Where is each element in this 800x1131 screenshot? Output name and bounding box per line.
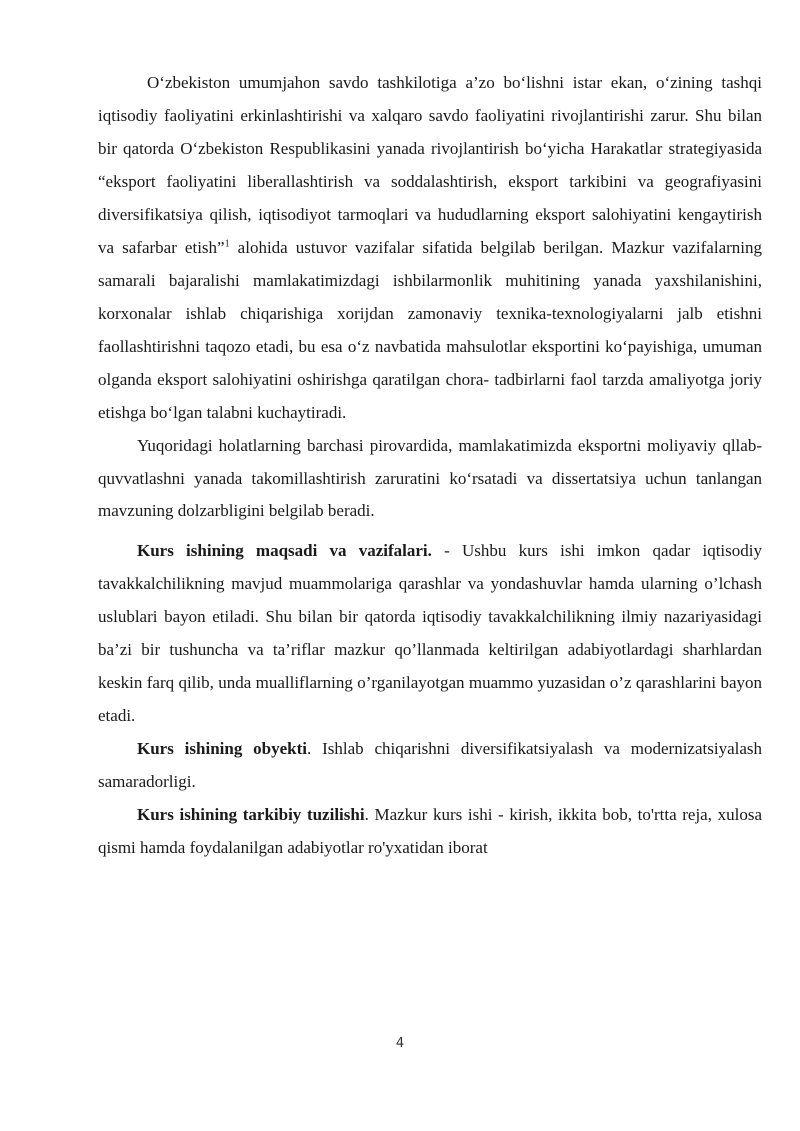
paragraph-intro-text: O‘zbekiston umumjahon savdo tashkilotiga a’zo bo‘lishni istar ekan, o‘zining tashqi iqtisodiy faoliyatini erkinlashtirishi va xalqaro savdo faoliyatini rivojlantirishi zarur. Shu bilan bir qatorda O‘zbekiston Respublikasini yanada rivojlantirish bo‘yicha Harakatlar strategiyasida “eksport faoliyatini liberallashtirish va soddalashtirish, eksport tarkibini va geografiyasini diversifikatsiya qilish, iqtisodiyot tarmoqlari va hududlarning eksport salohiyatini kengaytirish va safarbar etish” [98, 73, 762, 257]
paragraph-structure [98, 798, 762, 864]
paragraph-goals [98, 534, 762, 732]
body-text [98, 66, 762, 864]
object-text: . Ishlab chiqarishni diversifikatsiyalash va modernizatsiyalash samaradorligi. [98, 738, 763, 791]
page-number: 4 [395, 1036, 405, 1051]
structure-text: . Mazkur kurs ishi - kirish, ikkita bob, to'rtta reja, xulosa qismi hamda foydalanilgan adabiyotlar ro'yxatidan iborat [98, 804, 762, 857]
paragraph-object [98, 732, 762, 798]
goals-text: - Ushbu kurs ishi imkon qadar iqtisodiy tavakkalchilikning mavjud muammolariga qarashlar va yondashuvlar hamda ularning o’lchash uslublari bayon etiladi. Shu bilan bir qatorda iqtisodiy tavakkalchilikning ilmiy nazariyasidagi ba’zi bir tushuncha va ta’riflar mazkur qo’llanmada keltirilgan adabiyotlardagi sharhlardan keskin farq qilib, unda mualliflarning o’rganilayotgan muammo yuzasidan o’z qarashlarini bayon etadi. [98, 540, 762, 725]
paragraph-intro-text-continued: alohida ustuvor vazifalar sifatida belgilab berilgan. Mazkur vazifalarning samarali bajaralishi mamlakatimizdagi ishbilarmonlik muhitining yanada yaxshilanishini, korxonalar ishlab chiqarishiga xorijdan zamonaviy texnika-texnologiyalarni jalb etishni faollashtirishni taqozo etadi, bu esa o‘z navbatida mahsulotlar eksportini ko‘payishiga, umuman olganda eksport salohiyatini oshirishga qaratilgan chora- tadbirlarni faol tarzda amaliyotga joriy etishga bo‘lgan talabni kuchaytiradi. [98, 238, 762, 422]
structure-heading: Kurs ishining tarkibiy tuzilishi [137, 804, 365, 824]
paragraph-relevance [98, 430, 762, 528]
paragraph-relevance-text: Yuqoridagi holatlarning barchasi pirovardida, mamlakatimizda eksportni moliyaviy qllab-quvvatlashni yanada takomillashtirish zaruratini ko‘rsatadi va dissertatsiya uchun tanlangan mavzuning dolzarbligini belgilab beradi. [98, 436, 762, 520]
footnote-reference[interactable]: 1 [224, 238, 230, 250]
object-heading: Kurs ishining obyekti [137, 738, 308, 758]
paragraph-intro [98, 66, 762, 429]
goals-heading: Kurs ishining maqsadi va vazifalari. [137, 540, 432, 560]
